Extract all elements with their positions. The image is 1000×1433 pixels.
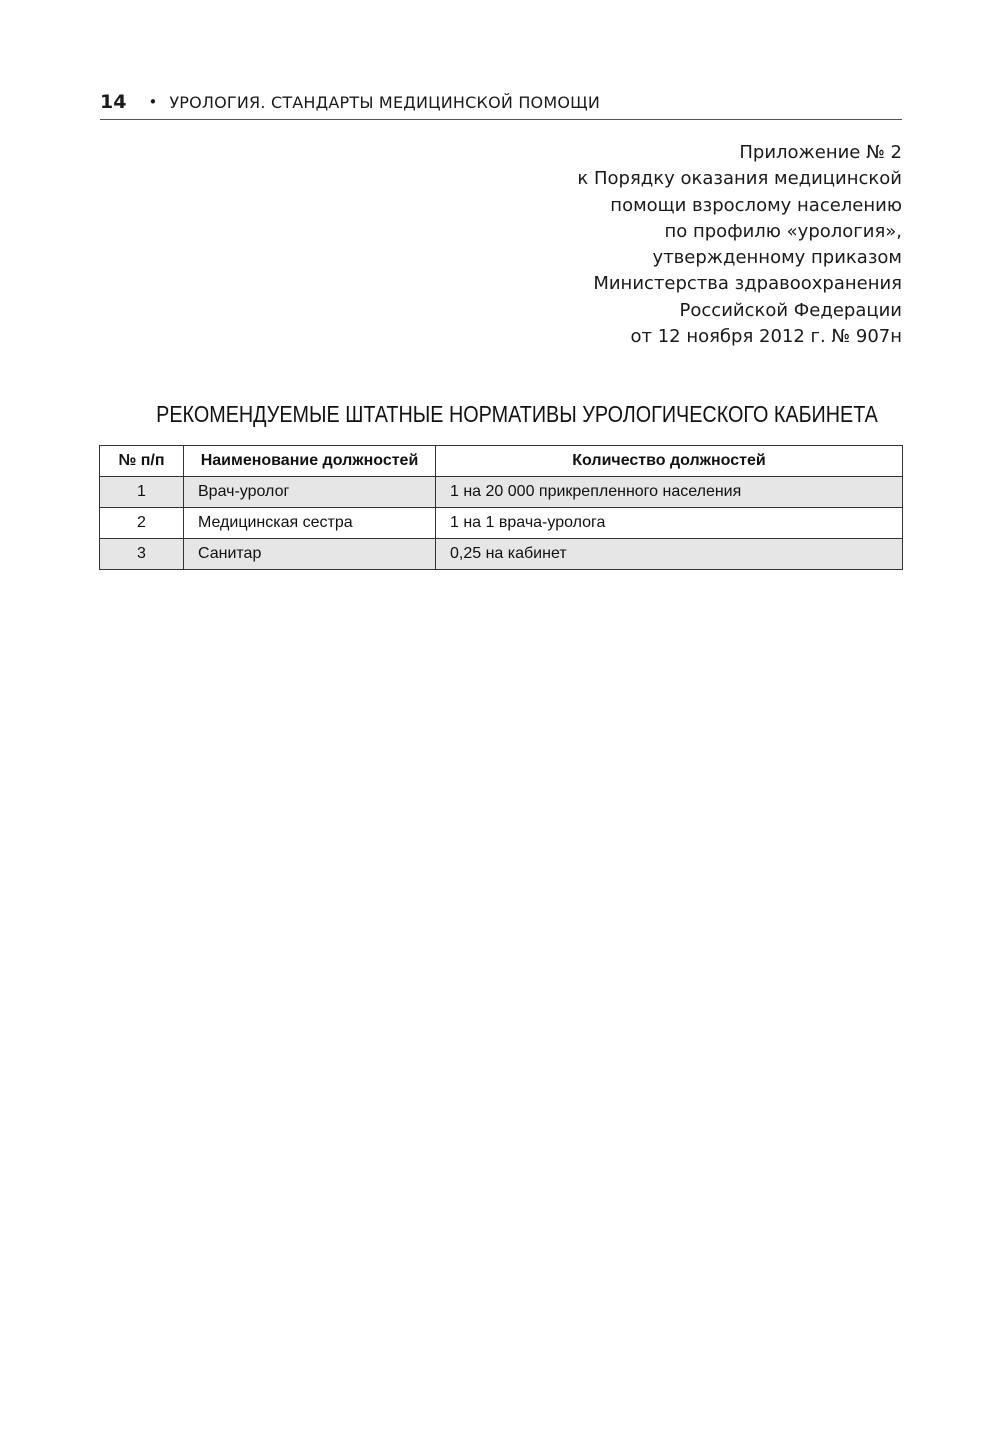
column-header-position: Наименование должностей [184, 446, 436, 477]
appendix-line: Российской Федерации [679, 299, 902, 321]
appendix-line: от 12 ноября 2012 г. № 907н [630, 326, 902, 348]
column-header-quantity: Количество должностей [436, 446, 903, 477]
page-number: 14 [100, 91, 127, 113]
appendix-line: к Порядку оказания медицинской [577, 168, 902, 190]
appendix-line: Приложение № 2 [739, 142, 902, 163]
appendix-note [577, 140, 902, 350]
table-row [100, 539, 903, 570]
position-quantity: 1 на 20 000 прикрепленного населения [436, 477, 903, 508]
position-name: Медицинская сестра [184, 508, 436, 539]
appendix-line: по профилю «урология», [664, 220, 902, 242]
appendix-line: Министерства здравоохранения [593, 273, 902, 295]
section-title: РЕКОМЕНДУЕМЫЕ ШТАТНЫЕ НОРМАТИВЫ УРОЛОГИЧЕСКОГО КАБИНЕТА [156, 401, 878, 427]
position-name: Санитар [184, 539, 436, 570]
table-header-row [100, 446, 903, 477]
table-row [100, 477, 903, 508]
running-header [100, 90, 902, 120]
position-quantity: 1 на 1 врача-уролога [436, 508, 903, 539]
appendix-line: помощи взрослому населению [610, 194, 902, 216]
row-number: 2 [100, 508, 184, 539]
table-row [100, 508, 903, 539]
position-name: Врач-уролог [184, 477, 436, 508]
running-title: УРОЛОГИЯ. СТАНДАРТЫ МЕДИЦИНСКОЙ ПОМОЩИ [169, 93, 601, 112]
position-quantity: 0,25 на кабинет [436, 539, 903, 570]
row-number: 1 [100, 477, 184, 508]
column-header-number: № п/п [100, 446, 184, 477]
appendix-line: утвержденному приказом [652, 247, 902, 269]
bullet-icon: • [148, 93, 158, 111]
staffing-table [99, 445, 903, 570]
row-number: 3 [100, 539, 184, 570]
